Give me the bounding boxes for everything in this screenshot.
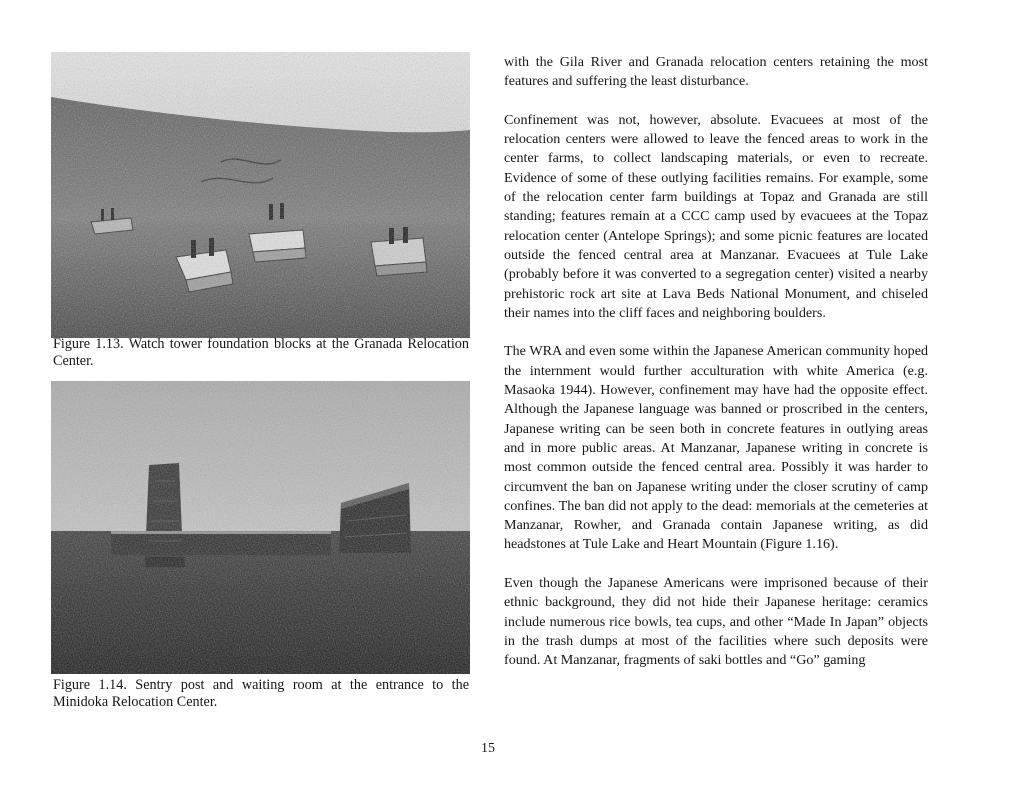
paragraph-continuation: with the Gila River and Granada relocation centers retaining the most features and suffering the least disturbance.	[504, 54, 928, 90]
body-text-column	[504, 53, 928, 671]
paragraph-japanese-heritage: Even though the Japanese Americans were imprisoned because of their ethnic background, they did not hide their Japanese heritage: ceramics include numerous rice bowls, tea cups, and other “Made In Japan” objects in the trash dumps at most of the facilities where such deposits were found. At Manzanar, fragments of saki bottles and “Go” gaming	[504, 575, 928, 669]
page-number: 15	[481, 741, 495, 756]
paragraph-wra-acculturation: The WRA and even some within the Japanese American community hoped the internment would further acculturation with white America (e.g. Masaoka 1944). However, confinement may have had the opposite effect. Although the Japanese language was banned or proscribed in the centers, Japanese writing can be seen both in concrete features in outlying areas and in more public areas. At Manzanar, Japanese writing in concrete is most common outside the fenced central area. Possibly it was harder to circumvent the ban on Japanese writing under the closer scrutiny of camp confines. The ban did not apply to the dead: memorials at the cemeteries at Manzanar, Rowher, and Granada contain Japanese writing, as did headstones at Tule Lake and Heart Mountain (Figure 1.16).	[504, 343, 928, 553]
figure-1-14-caption: Figure 1.14. Sentry post and waiting room at the entrance to the Minidoka Relocation Center.	[53, 677, 469, 710]
paragraph-confinement: Confinement was not, however, absolute. Evacuees at most of the relocation centers were allowed to leave the fenced areas to work in the center farms, to collect landscaping materials, or even to recreate. Evidence of some of these outlying facilities remains. For example, some of the relocation center farm buildings at Topaz and Granada are still standing; features remain at a CCC camp used by evacuees at the Topaz relocation center (Antelope Springs); and some picnic features are located outside the fenced central area at Manzanar. Evacuees at Tule Lake (probably before it was converted to a segregation center) visited a nearby prehistoric rock art site at Lava Beds National Monument, and chiseled their names into the cliff faces and neighboring boulders.	[504, 111, 928, 321]
figure-1-13-caption: Figure 1.13. Watch tower foundation blocks at the Granada Relocation Center.	[53, 336, 469, 369]
foundation-blocks-photo-drawing	[51, 52, 470, 338]
figure-1-13-photo	[51, 52, 470, 338]
figure-1-14-photo	[51, 381, 470, 674]
sentry-post-photo-drawing	[51, 381, 470, 674]
